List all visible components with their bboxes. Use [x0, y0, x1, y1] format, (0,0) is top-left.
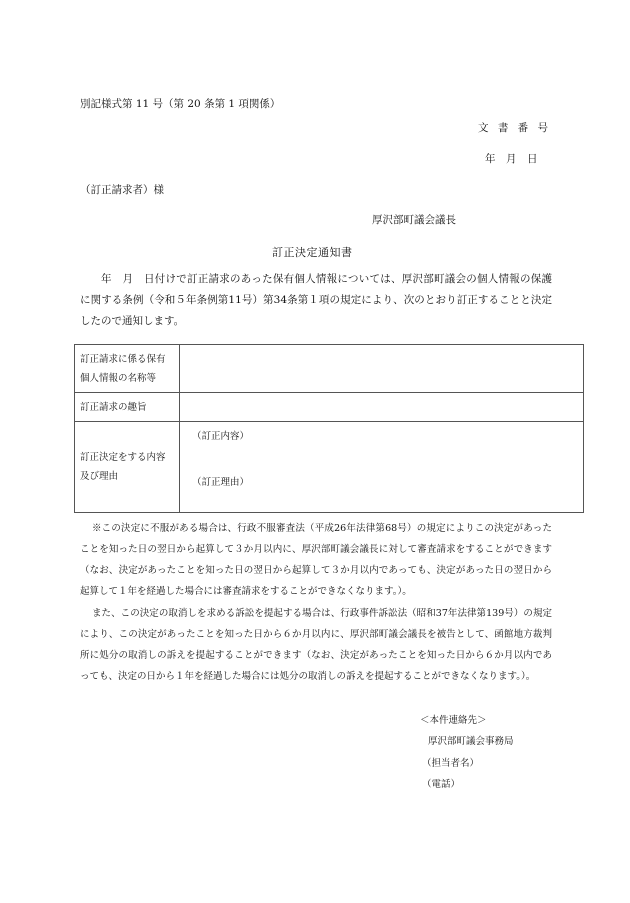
row-value-request-purpose — [180, 393, 584, 422]
table-row — [75, 345, 584, 393]
date-line: 年 月 日 — [485, 153, 538, 165]
body-paragraph: 年 月 日付けで訂正請求のあった保有個人情報については、厚沢部町議会の個人情報の保護に関する条例（令和５年条例第11号）第34条第１項の規定により、次のとおり訂正することと決定したので通知します。 — [80, 273, 552, 327]
contact-phone: （電話） — [422, 779, 461, 790]
contact-title: ＜本件連絡先＞ — [420, 715, 487, 726]
appeal-notice: ※この決定に不服がある場合は、行政不服審査法（平成26年法律第68号）の規定によりこの決定があったことを知った日の翌日から起算して３か月以内に、厚沢部町議会議長に対して審査請求をすることができます（なお、決定があったことを知った日の翌日から起算して３か月以内であっても、決定があった日の翌日から起算して１年を経過した場合には審査請求をすることができなくなります。）。 — [80, 523, 552, 597]
recipient-line: （訂正請求者）様 — [80, 184, 164, 196]
contact-person: （担当者名） — [422, 758, 480, 769]
lawsuit-notice: また、この決定の取消しを求める訴訟を提起する場合は、行政事件訴訟法（昭和37年法律第139号）の規定により、この決定があったことを知った日から６か月以内に、厚沢部町議会議長を被告として、函館地方裁判所に処分の取消しの訴えを提起することができます（なお、決定があったことを知った日から６か月以内であっても、決定の日から１年を経過した場合には処分の取消しの訴えを提起することができなくなります。）。 — [80, 608, 552, 682]
correction-reason-label: （訂正理由） — [192, 477, 250, 488]
form-number: 別記様式第 11 号（第 20 条第 1 項関係） — [80, 98, 281, 110]
sender-line: 厚沢部町議会議長 — [372, 214, 456, 226]
document-title: 訂正決定通知書 — [272, 246, 353, 259]
row-label-information-name: 訂正請求に係る保有個人情報の名称等 — [75, 345, 180, 393]
row-label-request-purpose: 訂正請求の趣旨 — [75, 393, 180, 422]
decision-table — [74, 344, 584, 513]
correction-content-label: （訂正内容） — [192, 431, 250, 442]
row-value-information-name — [180, 345, 584, 393]
row-label-decision-content: 訂正決定をする内容及び理由 — [75, 422, 180, 513]
table-row — [75, 393, 584, 422]
document-number-label: 文 書 番 号 — [478, 122, 552, 134]
table-row — [75, 422, 584, 513]
row-value-decision-content — [180, 422, 584, 513]
contact-office: 厚沢部町議会事務局 — [428, 736, 514, 747]
